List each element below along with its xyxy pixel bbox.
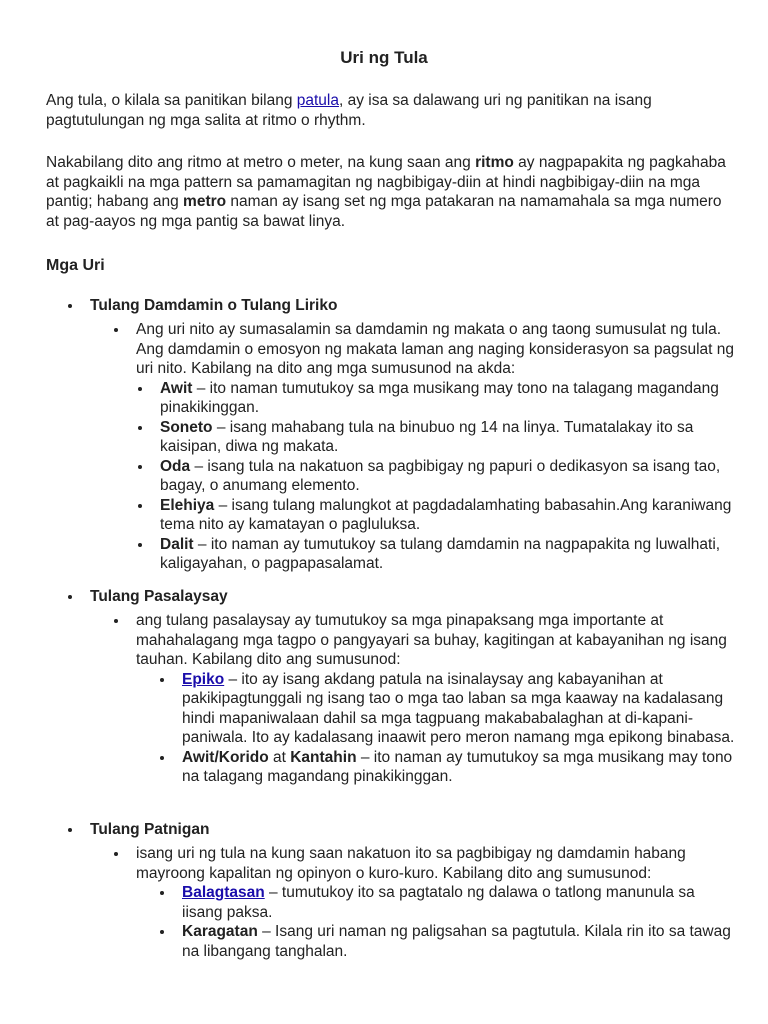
para2-text-2: ay nagpapakita ng pagkahaba at pagkaikli na mga pattern sa pamamagitan ng nagbibigay-diin at hindi nagbibigay-diin na mga pantig; habang ang: [46, 154, 726, 210]
ritmo-term: ritmo: [475, 154, 514, 171]
subtype-text: – ito naman ay tumutukoy sa mga musikang may tono na talagang magandang pinakikinggan.: [182, 748, 733, 785]
page-title: Uri ng Tula: [340, 48, 428, 67]
type-description: [90, 611, 736, 787]
bullet-icon: [138, 543, 142, 547]
metro-term: metro: [183, 193, 227, 210]
subtype-text: – ito naman ay tumutukoy sa tulang damdamin na nagpapakita ng luwalhati, kaligayahan, o pagpapasalamat.: [160, 535, 721, 572]
bullet-icon: [160, 891, 164, 895]
ritmo-metro-paragraph: [46, 153, 726, 231]
subtype-item-dalit: [136, 535, 736, 574]
subtype-text: – Isang uri naman ng paligsahan sa pagtutula. Kilala rin ito sa tawag na libangang tanghalan.: [182, 923, 731, 960]
bullet-icon: [138, 504, 142, 508]
subtype-connector: at: [268, 748, 291, 766]
subtype-term: Karagatan: [182, 923, 258, 940]
types-list-patnigan: [66, 820, 736, 961]
types-list-pasalaysay: [66, 587, 736, 787]
type-item-pasalaysay: [66, 587, 736, 787]
intro-text-before: Ang tula, o kilala sa panitikan bilang: [46, 92, 297, 109]
type-item-patnigan: [66, 820, 736, 961]
subtype-text: – isang tula na nakatuon sa pagbibigay ng papuri o dedikasyon sa isang tao, bagay, o anumang elemento.: [160, 457, 721, 494]
types-list-liriko: [66, 296, 736, 574]
intro-paragraph: [46, 91, 726, 130]
bullet-icon: [68, 304, 72, 308]
subtype-item-awit: [136, 379, 736, 418]
para2-text-3: naman ay isang set ng mga patakaran na namamahala sa mga numero at pag-aayos ng mga pantig sa bawat linya.: [46, 193, 722, 230]
epiko-link[interactable]: Epiko: [182, 670, 225, 688]
bullet-icon: [114, 328, 118, 332]
type-description-list: [90, 844, 736, 961]
bullet-icon: [138, 387, 142, 391]
subtype-term: Soneto: [160, 418, 213, 436]
patula-link[interactable]: patula: [296, 92, 339, 109]
subtype-text: – isang tulang malungkot at pagdadalamhating babasahin.Ang karaniwang tema nito ay kamatayan o pagluluksa.: [160, 496, 732, 533]
bullet-icon: [160, 930, 164, 934]
type-description-text: Ang uri nito ay sumasalamin sa damdamin ng makata o ang taong sumusulat ng tula. Ang damdamin o emosyon ng makata laman ang naging konsiderasyon sa pagsulat ng uri nito. Kabilang na dito ang mga sumusunod na akda:: [136, 321, 734, 377]
bullet-icon: [68, 595, 72, 599]
subtype-term: Elehiya: [160, 496, 215, 514]
subtype-list: [136, 883, 736, 961]
type-name: Tulang Pasalaysay: [90, 588, 228, 605]
subtype-item-karagatan: [136, 922, 736, 961]
intro-text-after: , ay isa sa dalawang uri ng panitikan na isang pagtutulungan ng mga salita at ritmo o rhythm.: [46, 92, 652, 129]
subtype-item-balagtasan: [136, 883, 736, 922]
type-description-text: ang tulang pasalaysay ay tumutukoy sa mga pinapaksang mga importante at mahahalagang mga tagpo o pangyayari sa buhay, kagitingan at kabayanihan ng isang tauhan. Kabilang dito ang sumusunod:: [136, 612, 727, 668]
bullet-icon: [138, 465, 142, 469]
type-description-list: [90, 611, 736, 787]
type-description-text: isang uri ng tula na kung saan nakatuon ito sa pagbibigay ng damdamin habang mayroong kapalitan ng opinyon o kuro-kuro. Kabilang dito ang sumusunod:: [136, 845, 686, 882]
type-description-list: [90, 320, 736, 574]
subtype-item-oda: [136, 457, 736, 496]
bullet-icon: [138, 426, 142, 430]
subtype-term: Awit/Korido: [182, 748, 269, 766]
subtype-item-soneto: [136, 418, 736, 457]
subtype-list: [136, 379, 736, 574]
section-heading-mga-uri: Mga Uri: [46, 257, 105, 274]
subtype-term-2: Kantahin: [290, 748, 357, 766]
subtype-item-awit-korido: [136, 748, 736, 787]
balagtasan-link[interactable]: Balagtasan: [182, 884, 265, 901]
type-name: Tulang Damdamin o Tulang Liriko: [90, 297, 338, 314]
bullet-icon: [160, 756, 164, 760]
subtype-term: Oda: [160, 457, 191, 475]
bullet-icon: [160, 678, 164, 682]
subtype-text: – ito naman tumutukoy sa mga musikang may tono na talagang magandang pinakikinggan.: [160, 379, 719, 416]
type-description: [90, 844, 736, 961]
subtype-item-epiko: [136, 670, 736, 748]
subtype-text: – ito ay isang akdang patula na isinalaysay ang kabayanihan at pakikipagtunggali ng isang tao o mga tao laban sa mga kaaway na kadalasang hindi mapaniwalaan dahil sa mga tagpuang makababalaghan at di-kapani-paniwala. Ito ay kadalasang inaawit pero meron namang mga epikong binabasa.: [182, 670, 735, 746]
type-description: [90, 320, 736, 574]
bullet-icon: [114, 619, 118, 623]
bullet-icon: [68, 828, 72, 832]
type-name: Tulang Patnigan: [90, 821, 210, 838]
para2-text-1: Nakabilang dito ang ritmo at metro o meter, na kung saan ang: [46, 154, 476, 171]
subtype-text: – isang mahabang tula na binubuo ng 14 na linya. Tumatalakay ito sa kaisipan, diwa ng makata.: [160, 418, 694, 455]
subtype-item-elehiya: [136, 496, 736, 535]
bullet-icon: [114, 852, 118, 856]
type-item-liriko: [66, 296, 736, 574]
subtype-term: Awit: [160, 379, 193, 397]
subtype-term: Dalit: [160, 535, 194, 553]
subtype-text: – tumutukoy ito sa pagtatalo ng dalawa o tatlong manunula sa iisang paksa.: [182, 884, 695, 921]
subtype-list: [136, 670, 736, 787]
